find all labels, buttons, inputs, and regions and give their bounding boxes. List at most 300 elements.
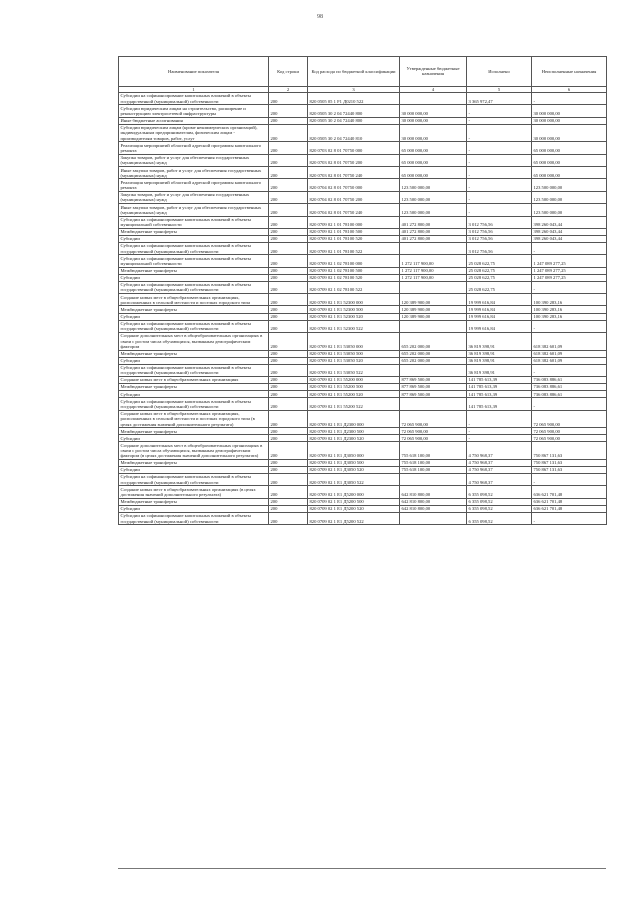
table-row	[119, 294, 607, 306]
remaining-amount-cell: -	[532, 398, 607, 410]
executed-amount-cell: 3 012 756,56	[467, 216, 532, 228]
line-code-cell: 200	[269, 235, 308, 242]
indicator-name-cell: Субсидии	[119, 467, 269, 474]
approved-amount-cell: 72 065 900,00	[400, 410, 467, 428]
approved-amount-cell	[400, 242, 467, 254]
table-row	[119, 235, 607, 242]
line-code-cell: 200	[269, 117, 308, 124]
table-row	[119, 242, 607, 254]
indicator-name-cell: Иные закупки товаров, работ и услуг для обеспечения государственных (муниципальных) нужд	[119, 167, 269, 179]
classification-code-cell: 820 0709 02 1 02 78100 520	[308, 274, 400, 281]
line-code-cell: 200	[269, 204, 308, 216]
indicator-name-cell: Субсидии на софинансирование капитальных вложений в объекты государственной (муниципальной) собственности	[119, 281, 269, 293]
column-number: 2	[269, 86, 308, 92]
executed-amount-cell: 25 028 622,75	[467, 255, 532, 267]
line-code-cell: 200	[269, 512, 308, 524]
column-header-line-code: Код строки	[269, 57, 308, 87]
remaining-amount-cell: 100 390 283,16	[532, 294, 607, 306]
classification-code-cell: 820 0709 02 1 E1 Д2300 520	[308, 435, 400, 442]
line-code-cell: 200	[269, 486, 308, 498]
approved-amount-cell: 30 000 000,00	[400, 105, 467, 117]
line-code-cell: 200	[269, 320, 308, 332]
table-row	[119, 105, 607, 117]
classification-code-cell: 820 0709 02 1 E1 Д5200 520	[308, 505, 400, 512]
column-header-remaining: Неисполненные назначения	[532, 57, 607, 87]
remaining-amount-cell: -	[532, 474, 607, 486]
executed-amount-cell: -	[467, 428, 532, 435]
column-header-classification: Код расхода по бюджетной классификации	[308, 57, 400, 87]
remaining-amount-cell: 736 083 886,61	[532, 377, 607, 384]
executed-amount-cell: -	[467, 105, 532, 117]
classification-code-cell: 820 0709 02 1 E1 55200 520	[308, 391, 400, 398]
column-header-name: Наименование показателя	[119, 57, 269, 87]
line-code-cell: 200	[269, 142, 308, 154]
executed-amount-cell: 19 999 616,84	[467, 294, 532, 306]
indicator-name-cell: Субсидии юридическим лицам (кроме некоммерческих организаций), индивидуальным предпринимателям, физическим лицам - производителям товаров, работ, услуг	[119, 124, 269, 142]
line-code-cell: 200	[269, 332, 308, 350]
line-code-cell: 200	[269, 498, 308, 505]
table-row	[119, 306, 607, 313]
column-number: 6	[532, 86, 607, 92]
table-row	[119, 377, 607, 384]
line-code-cell: 200	[269, 459, 308, 466]
line-code-cell: 200	[269, 267, 308, 274]
remaining-amount-cell: 1 247 089 277,25	[532, 255, 607, 267]
page-footer-rule	[118, 868, 606, 869]
executed-amount-cell: -	[467, 435, 532, 442]
remaining-amount-cell: 1 247 089 277,25	[532, 267, 607, 274]
executed-amount-cell: 6 355 098,52	[467, 512, 532, 524]
line-code-cell: 200	[269, 391, 308, 398]
line-code-cell: 200	[269, 93, 308, 105]
indicator-name-cell: Создание дополнительных мест в общеобразовательных организациях в связи с ростом числа обучающихся, вызванным демографическим фактором	[119, 332, 269, 350]
executed-amount-cell: -	[467, 142, 532, 154]
classification-code-cell: 820 0709 02 1 E1 52300 520	[308, 313, 400, 320]
approved-amount-cell	[400, 474, 467, 486]
remaining-amount-cell: 72 065 900,00	[532, 435, 607, 442]
approved-amount-cell: 642 810 800,00	[400, 505, 467, 512]
remaining-amount-cell: 123 500 000,00	[532, 191, 607, 203]
executed-amount-cell: 36 819 398,91	[467, 332, 532, 350]
table-row	[119, 204, 607, 216]
table-row	[119, 384, 607, 391]
classification-code-cell: 820 0704 02 8 01 70750 200	[308, 191, 400, 203]
table-row	[119, 486, 607, 498]
executed-amount-cell: 6 355 098,52	[467, 505, 532, 512]
indicator-name-cell: Реализация мероприятий областной адресной программы капитального ремонта	[119, 179, 269, 191]
line-code-cell: 200	[269, 242, 308, 254]
approved-amount-cell: 72 065 900,00	[400, 435, 467, 442]
table-row	[119, 512, 607, 524]
remaining-amount-cell: 65 000 000,00	[532, 142, 607, 154]
approved-amount-cell: 120 389 900,00	[400, 306, 467, 313]
indicator-name-cell: Создание новых мест в общеобразовательных организациях (в целях достижения значений дополнительного результата)	[119, 486, 269, 498]
line-code-cell: 200	[269, 410, 308, 428]
classification-code-cell: 820 0709 02 1 E1 Д3050 522	[308, 474, 400, 486]
indicator-name-cell: Межбюджетные трансферты	[119, 267, 269, 274]
remaining-amount-cell: 398 260 043,44	[532, 216, 607, 228]
approved-amount-cell: 65 000 000,00	[400, 167, 467, 179]
approved-amount-cell: 72 065 900,00	[400, 428, 467, 435]
classification-code-cell: 820 0709 02 1 02 78100 000	[308, 255, 400, 267]
executed-amount-cell: 3 012 756,56	[467, 242, 532, 254]
remaining-amount-cell: 736 083 886,61	[532, 391, 607, 398]
classification-code-cell: 820 0709 02 1 E1 52300 522	[308, 320, 400, 332]
approved-amount-cell: 755 618 100,00	[400, 442, 467, 460]
indicator-name-cell: Субсидии	[119, 435, 269, 442]
approved-amount-cell	[400, 364, 467, 376]
line-code-cell: 200	[269, 350, 308, 357]
indicator-name-cell: Межбюджетные трансферты	[119, 428, 269, 435]
remaining-amount-cell: 636 621 701,48	[532, 486, 607, 498]
approved-amount-cell	[400, 93, 467, 105]
remaining-amount-cell: 30 000 000,00	[532, 117, 607, 124]
line-code-cell: 200	[269, 364, 308, 376]
executed-amount-cell: -	[467, 124, 532, 142]
indicator-name-cell: Субсидии юридическим лицам на строительство, расширение и реконструкцию электросетевой инфраструктуры	[119, 105, 269, 117]
line-code-cell: 200	[269, 377, 308, 384]
indicator-name-cell: Межбюджетные трансферты	[119, 498, 269, 505]
line-code-cell: 200	[269, 467, 308, 474]
column-header-executed: Исполнено	[467, 57, 532, 87]
table-row	[119, 332, 607, 350]
classification-code-cell: 820 0709 02 1 E1 Д5200 000	[308, 486, 400, 498]
column-number: 3	[308, 86, 400, 92]
indicator-name-cell: Создание новых мест в общеобразовательных организациях, расположенных в сельской местности и поселках городского типа (в целях достижения значений дополнительного результата)	[119, 410, 269, 428]
column-number: 5	[467, 86, 532, 92]
column-number: 4	[400, 86, 467, 92]
executed-amount-cell: 141 785 613,39	[467, 384, 532, 391]
indicator-name-cell: Межбюджетные трансферты	[119, 350, 269, 357]
indicator-name-cell: Субсидии на софинансирование капитальных вложений в объекты государственной (муниципальной) собственности	[119, 242, 269, 254]
classification-code-cell: 820 0709 02 1 01 78100 522	[308, 242, 400, 254]
table-row	[119, 255, 607, 267]
classification-code-cell: 820 0709 02 1 E1 53050 520	[308, 357, 400, 364]
line-code-cell: 200	[269, 281, 308, 293]
executed-amount-cell: 4 750 968,37	[467, 459, 532, 466]
remaining-amount-cell: 100 390 283,16	[532, 313, 607, 320]
remaining-amount-cell: 30 000 000,00	[532, 124, 607, 142]
indicator-name-cell: Создание новых мест в общеобразовательных организациях	[119, 377, 269, 384]
remaining-amount-cell: 636 621 701,48	[532, 505, 607, 512]
classification-code-cell: 820 0709 02 1 E1 55200 522	[308, 398, 400, 410]
classification-code-cell: 820 0709 02 1 02 78100 500	[308, 267, 400, 274]
classification-code-cell: 820 0709 02 1 E1 Д3050 500	[308, 459, 400, 466]
classification-code-cell: 820 0709 02 1 E1 53050 500	[308, 350, 400, 357]
table-row	[119, 281, 607, 293]
executed-amount-cell: 4 750 968,37	[467, 467, 532, 474]
line-code-cell: 200	[269, 505, 308, 512]
approved-amount-cell: 655 202 000,00	[400, 350, 467, 357]
line-code-cell: 200	[269, 398, 308, 410]
table-row	[119, 467, 607, 474]
table-row	[119, 228, 607, 235]
executed-amount-cell: -	[467, 154, 532, 166]
classification-code-cell: 820 0505 30 2 04 72440 800	[308, 105, 400, 117]
classification-code-cell: 820 0709 02 1 E1 Д5200 522	[308, 512, 400, 524]
table-row	[119, 442, 607, 460]
approved-amount-cell: 30 000 000,00	[400, 117, 467, 124]
line-code-cell: 200	[269, 167, 308, 179]
approved-amount-cell: 123 500 000,00	[400, 204, 467, 216]
column-number: 1	[119, 86, 269, 92]
approved-amount-cell	[400, 320, 467, 332]
indicator-name-cell: Субсидии на софинансирование капитальных вложений в объекты муниципальной собственности	[119, 255, 269, 267]
indicator-name-cell: Межбюджетные трансферты	[119, 306, 269, 313]
table-row	[119, 154, 607, 166]
approved-amount-cell: 120 389 900,00	[400, 313, 467, 320]
executed-amount-cell: 19 999 616,84	[467, 320, 532, 332]
line-code-cell: 200	[269, 384, 308, 391]
indicator-name-cell: Субсидии	[119, 274, 269, 281]
executed-amount-cell: 25 028 622,75	[467, 267, 532, 274]
table-row	[119, 357, 607, 364]
remaining-amount-cell: 30 000 000,00	[532, 105, 607, 117]
line-code-cell: 200	[269, 442, 308, 460]
classification-code-cell: 820 0505 05 1 F1 Д0210 522	[308, 93, 400, 105]
table-row	[119, 179, 607, 191]
line-code-cell: 200	[269, 255, 308, 267]
executed-amount-cell: -	[467, 167, 532, 179]
indicator-name-cell: Закупка товаров, работ и услуг для обеспечения государственных (муниципальных) нужд	[119, 191, 269, 203]
indicator-name-cell: Закупка товаров, работ и услуг для обеспечения государственных (муниципальных) нужд	[119, 154, 269, 166]
approved-amount-cell: 1 272 117 900,00	[400, 255, 467, 267]
indicator-name-cell: Субсидии на софинансирование капитальных вложений в объекты государственной (муниципальной) собственности	[119, 398, 269, 410]
executed-amount-cell: 4 750 968,37	[467, 442, 532, 460]
table-row	[119, 274, 607, 281]
remaining-amount-cell: 72 065 900,00	[532, 410, 607, 428]
indicator-name-cell: Межбюджетные трансферты	[119, 228, 269, 235]
executed-amount-cell: 6 355 098,52	[467, 486, 532, 498]
executed-amount-cell: -	[467, 204, 532, 216]
classification-code-cell: 820 0709 02 1 E1 52300 500	[308, 306, 400, 313]
table-body	[119, 93, 607, 525]
page-number: 98	[317, 14, 323, 20]
table-row	[119, 93, 607, 105]
executed-amount-cell: 36 819 398,91	[467, 357, 532, 364]
table-row	[119, 142, 607, 154]
indicator-name-cell: Реализация мероприятий областной адресной программы капитального ремонта	[119, 142, 269, 154]
approved-amount-cell: 1 272 117 900,00	[400, 274, 467, 281]
remaining-amount-cell: 100 390 283,16	[532, 306, 607, 313]
indicator-name-cell: Иные закупки товаров, работ и услуг для обеспечения государственных (муниципальных) нужд	[119, 204, 269, 216]
line-code-cell: 200	[269, 313, 308, 320]
indicator-name-cell: Субсидии на софинансирование капитальных вложений в объекты государственной (муниципальной) собственности	[119, 364, 269, 376]
classification-code-cell: 820 0709 02 1 E1 Д2300 500	[308, 428, 400, 435]
approved-amount-cell	[400, 512, 467, 524]
remaining-amount-cell: 618 382 601,09	[532, 350, 607, 357]
approved-amount-cell	[400, 398, 467, 410]
indicator-name-cell: Иные бюджетные ассигнования	[119, 117, 269, 124]
table-row	[119, 191, 607, 203]
table-row	[119, 216, 607, 228]
line-code-cell: 200	[269, 124, 308, 142]
table-row	[119, 124, 607, 142]
remaining-amount-cell: 736 083 886,61	[532, 384, 607, 391]
remaining-amount-cell: 618 382 601,09	[532, 357, 607, 364]
classification-code-cell: 820 0704 02 8 01 70750 000	[308, 179, 400, 191]
approved-amount-cell: 642 810 800,00	[400, 486, 467, 498]
line-code-cell: 200	[269, 306, 308, 313]
remaining-amount-cell: -	[532, 320, 607, 332]
table-row	[119, 459, 607, 466]
approved-amount-cell: 642 810 800,00	[400, 498, 467, 505]
approved-amount-cell: 30 000 000,00	[400, 124, 467, 142]
approved-amount-cell: 401 272 800,00	[400, 216, 467, 228]
table-row	[119, 350, 607, 357]
indicator-name-cell: Субсидии на софинансирование капитальных вложений в объекты государственной (муниципальной) собственности	[119, 93, 269, 105]
approved-amount-cell: 123 500 000,00	[400, 191, 467, 203]
remaining-amount-cell: 65 000 000,00	[532, 154, 607, 166]
line-code-cell: 200	[269, 228, 308, 235]
remaining-amount-cell: 750 867 131,63	[532, 442, 607, 460]
remaining-amount-cell: 750 867 131,63	[532, 459, 607, 466]
line-code-cell: 200	[269, 191, 308, 203]
remaining-amount-cell: 618 382 601,09	[532, 332, 607, 350]
approved-amount-cell: 401 272 800,00	[400, 235, 467, 242]
remaining-amount-cell: 123 500 000,00	[532, 204, 607, 216]
classification-code-cell: 820 0709 02 1 E1 53050 000	[308, 332, 400, 350]
executed-amount-cell: 3 012 756,56	[467, 228, 532, 235]
approved-amount-cell: 655 202 000,00	[400, 357, 467, 364]
remaining-amount-cell: -	[532, 364, 607, 376]
indicator-name-cell: Субсидии на софинансирование капитальных вложений в объекты государственной (муниципальной) собственности	[119, 474, 269, 486]
classification-code-cell: 820 0703 02 8 01 70750 200	[308, 154, 400, 166]
indicator-name-cell: Субсидии на софинансирование капитальных вложений в объекты муниципальной собственности	[119, 216, 269, 228]
approved-amount-cell: 755 618 100,00	[400, 467, 467, 474]
indicator-name-cell: Межбюджетные трансферты	[119, 459, 269, 466]
classification-code-cell: 820 0505 30 2 04 72440 810	[308, 124, 400, 142]
executed-amount-cell: 25 028 622,75	[467, 274, 532, 281]
classification-code-cell: 820 0709 02 1 E1 52300 000	[308, 294, 400, 306]
classification-code-cell: 820 0709 02 1 E1 Д3050 520	[308, 467, 400, 474]
classification-code-cell: 820 0505 30 2 04 72440 800	[308, 117, 400, 124]
executed-amount-cell: -	[467, 117, 532, 124]
indicator-name-cell: Субсидии	[119, 357, 269, 364]
remaining-amount-cell: 398 260 043,44	[532, 235, 607, 242]
remaining-amount-cell: 750 867 131,63	[532, 467, 607, 474]
remaining-amount-cell: 636 621 701,48	[532, 498, 607, 505]
executed-amount-cell: 141 785 613,39	[467, 377, 532, 384]
table-row	[119, 117, 607, 124]
approved-amount-cell: 123 500 000,00	[400, 179, 467, 191]
indicator-name-cell: Создание дополнительных мест в общеобразовательных организациях в связи с ростом числа обучающихся, вызванным демографическим фактором (в целях достижения значений дополнительного результата)	[119, 442, 269, 460]
classification-code-cell: 820 0709 02 1 E1 Д5200 500	[308, 498, 400, 505]
executed-amount-cell: 6 355 098,52	[467, 498, 532, 505]
indicator-name-cell: Субсидии	[119, 505, 269, 512]
line-code-cell: 200	[269, 428, 308, 435]
line-code-cell: 200	[269, 154, 308, 166]
classification-code-cell: 820 0709 02 1 E1 55200 000	[308, 377, 400, 384]
table-row	[119, 428, 607, 435]
table-row	[119, 167, 607, 179]
classification-code-cell: 820 0709 02 1 02 78100 522	[308, 281, 400, 293]
remaining-amount-cell: 123 500 000,00	[532, 179, 607, 191]
table-row	[119, 364, 607, 376]
classification-code-cell: 820 0709 02 1 E1 Д3050 000	[308, 442, 400, 460]
table-row	[119, 320, 607, 332]
table-row	[119, 474, 607, 486]
table-row	[119, 391, 607, 398]
executed-amount-cell: 19 999 616,84	[467, 306, 532, 313]
classification-code-cell: 820 0703 02 8 01 70750 240	[308, 167, 400, 179]
approved-amount-cell: 655 202 000,00	[400, 332, 467, 350]
approved-amount-cell: 877 869 500,00	[400, 391, 467, 398]
remaining-amount-cell: 65 000 000,00	[532, 167, 607, 179]
approved-amount-cell: 877 869 500,00	[400, 377, 467, 384]
executed-amount-cell: 19 999 616,84	[467, 313, 532, 320]
executed-amount-cell: 25 028 622,75	[467, 281, 532, 293]
remaining-amount-cell: 398 260 043,44	[532, 228, 607, 235]
executed-amount-cell: -	[467, 179, 532, 191]
remaining-amount-cell: -	[532, 281, 607, 293]
executed-amount-cell: -	[467, 410, 532, 428]
approved-amount-cell: 401 272 800,00	[400, 228, 467, 235]
classification-code-cell: 820 0704 02 8 01 70750 240	[308, 204, 400, 216]
table-row	[119, 398, 607, 410]
line-code-cell: 200	[269, 105, 308, 117]
approved-amount-cell: 120 389 900,00	[400, 294, 467, 306]
remaining-amount-cell: 1 247 089 277,25	[532, 274, 607, 281]
remaining-amount-cell: -	[532, 242, 607, 254]
classification-code-cell: 820 0709 02 1 01 78100 500	[308, 228, 400, 235]
line-code-cell: 200	[269, 179, 308, 191]
approved-amount-cell: 65 000 000,00	[400, 142, 467, 154]
indicator-name-cell: Субсидии на софинансирование капитальных вложений в объекты государственной (муниципальной) собственности	[119, 320, 269, 332]
approved-amount-cell: 755 618 100,00	[400, 459, 467, 466]
executed-amount-cell: 36 819 398,91	[467, 350, 532, 357]
table-row	[119, 267, 607, 274]
indicator-name-cell: Субсидии	[119, 313, 269, 320]
table-row	[119, 498, 607, 505]
table-row	[119, 313, 607, 320]
table-row	[119, 410, 607, 428]
executed-amount-cell: 141 785 613,39	[467, 398, 532, 410]
table-row	[119, 505, 607, 512]
table-row	[119, 435, 607, 442]
approved-amount-cell: 65 000 000,00	[400, 154, 467, 166]
approved-amount-cell: 877 869 500,00	[400, 384, 467, 391]
classification-code-cell: 820 0709 02 1 01 78100 000	[308, 216, 400, 228]
line-code-cell: 200	[269, 435, 308, 442]
classification-code-cell: 820 0709 02 1 E1 Д2300 000	[308, 410, 400, 428]
classification-code-cell: 820 0709 02 1 01 78100 520	[308, 235, 400, 242]
indicator-name-cell: Субсидии	[119, 391, 269, 398]
executed-amount-cell: 4 750 968,37	[467, 474, 532, 486]
indicator-name-cell: Межбюджетные трансферты	[119, 384, 269, 391]
line-code-cell: 200	[269, 274, 308, 281]
line-code-cell: 200	[269, 474, 308, 486]
classification-code-cell: 820 0703 02 8 01 70750 000	[308, 142, 400, 154]
line-code-cell: 200	[269, 357, 308, 364]
table-header	[119, 57, 607, 93]
column-header-approved: Утвержденные бюджетные назначения	[400, 57, 467, 87]
budget-execution-table	[118, 56, 607, 525]
indicator-name-cell: Создание новых мест в общеобразовательных организациях, расположенных в сельской местности и поселках городского типа	[119, 294, 269, 306]
executed-amount-cell: 141 785 613,39	[467, 391, 532, 398]
classification-code-cell: 820 0709 02 1 E1 53050 522	[308, 364, 400, 376]
remaining-amount-cell: -	[532, 93, 607, 105]
classification-code-cell: 820 0709 02 1 E1 55200 500	[308, 384, 400, 391]
executed-amount-cell: 36 819 398,91	[467, 364, 532, 376]
approved-amount-cell	[400, 281, 467, 293]
line-code-cell: 200	[269, 294, 308, 306]
executed-amount-cell: 3 012 756,56	[467, 235, 532, 242]
remaining-amount-cell: -	[532, 512, 607, 524]
line-code-cell: 200	[269, 216, 308, 228]
executed-amount-cell: -	[467, 191, 532, 203]
approved-amount-cell: 1 272 117 900,00	[400, 267, 467, 274]
